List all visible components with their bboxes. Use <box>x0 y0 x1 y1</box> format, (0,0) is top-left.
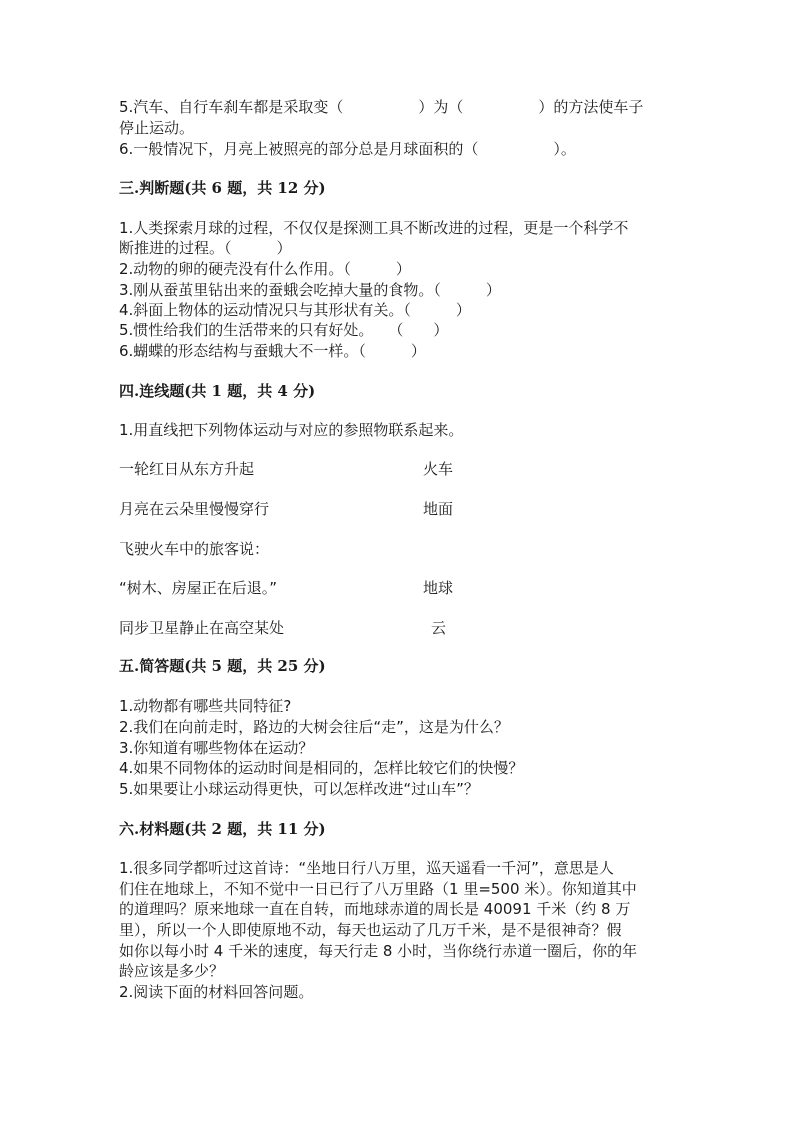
short-answer-item: 4.如果不同物体的运动时间是相同的，怎样比较它们的快慢？ <box>119 759 524 777</box>
fill-question-5-line-2: 停止运动。 <box>119 119 195 137</box>
material-line: 里），所以一个人即使原地不动，每天也运动了几万千米，是不是很神奇？假 <box>119 921 622 939</box>
section-heading-judge: 三.判断题(共 6 题，共 12 分) <box>119 179 326 197</box>
short-answer-item: 3.你知道有哪些物体在运动？ <box>119 739 314 757</box>
short-answer-item: 5.如果要让小球运动得更快，可以怎样改进“过山车”？ <box>119 780 479 798</box>
judge-item: 1.人类探索月球的过程，不仅仅是探测工具不断改进的过程，更是一个科学不 <box>119 219 629 237</box>
match-left-item: 月亮在云朵里慢慢穿行 <box>119 500 270 518</box>
judge-item: 5.惯性给我们的生活带来的只有好处。 （ ） <box>119 321 449 339</box>
match-left-item: 同步卫星静止在高空某处 <box>119 619 285 637</box>
short-answer-item: 2.我们在向前走时，路边的大树会往后“走”，这是为什么？ <box>119 718 509 736</box>
material-line: 的道理吗？原来地球一直在自转，而地球赤道的周长是 40091 千米（约 8 万 <box>119 900 631 918</box>
judge-item: 4.斜面上物体的运动情况只与其形状有关。（ ） <box>119 301 471 319</box>
fill-question-6: 6.一般情况下，月亮上被照亮的部分总是月球面积的（ ）。 <box>119 140 576 158</box>
judge-item: 2.动物的卵的硬壳没有什么作用。（ ） <box>119 260 411 278</box>
match-left-item: “树木、房屋正在后退。” <box>119 579 278 597</box>
match-question: 1.用直线把下列物体运动与对应的参照物联系起来。 <box>119 421 464 439</box>
section-heading-match: 四.连线题(共 1 题，共 4 分) <box>119 382 316 400</box>
judge-item: 6.蝴蝶的形态结构与蚕蛾大不一样。（ ） <box>119 342 426 360</box>
short-answer-item: 1.动物都有哪些共同特征? <box>119 697 292 715</box>
judge-item: 3.刚从蚕茧里钻出来的蚕蛾会吃掉大量的食物。（ ） <box>119 281 501 299</box>
material-line: 如你以每小时 4 千米的速度，每天行走 8 小时，当你绕行赤道一圈后，你的年 <box>119 942 638 960</box>
fill-question-5-line-1: 5.汽车、自行车刹车都是采取变（ ）为（ ）的方法使车子 <box>119 98 644 116</box>
section-heading-short-answer: 五.简答题(共 5 题，共 25 分) <box>119 657 326 675</box>
material-line: 2.阅读下面的材料回答问题。 <box>119 983 314 1001</box>
material-line: 1.很多同学都听过这首诗：“坐地日行八万里，巡天遥看一千河”，意思是人 <box>119 859 614 877</box>
match-left-item: 一轮红日从东方升起 <box>119 460 255 478</box>
match-right-item: 地面 <box>423 500 454 518</box>
match-right-item: 地球 <box>423 579 454 597</box>
match-right-item: 云 <box>431 619 447 637</box>
material-line: 们住在地球上，不知不觉中一日已行了八万里路（1 里=500 米）。你知道其中 <box>119 880 637 898</box>
match-left-item: 飞驶火车中的旅客说： <box>119 540 270 558</box>
match-right-item: 火车 <box>423 460 454 478</box>
section-heading-material: 六.材料题(共 2 题，共 11 分) <box>119 820 326 838</box>
material-line: 龄应该是多少？ <box>119 962 225 980</box>
judge-item: 断推进的过程。（ ） <box>119 239 292 257</box>
